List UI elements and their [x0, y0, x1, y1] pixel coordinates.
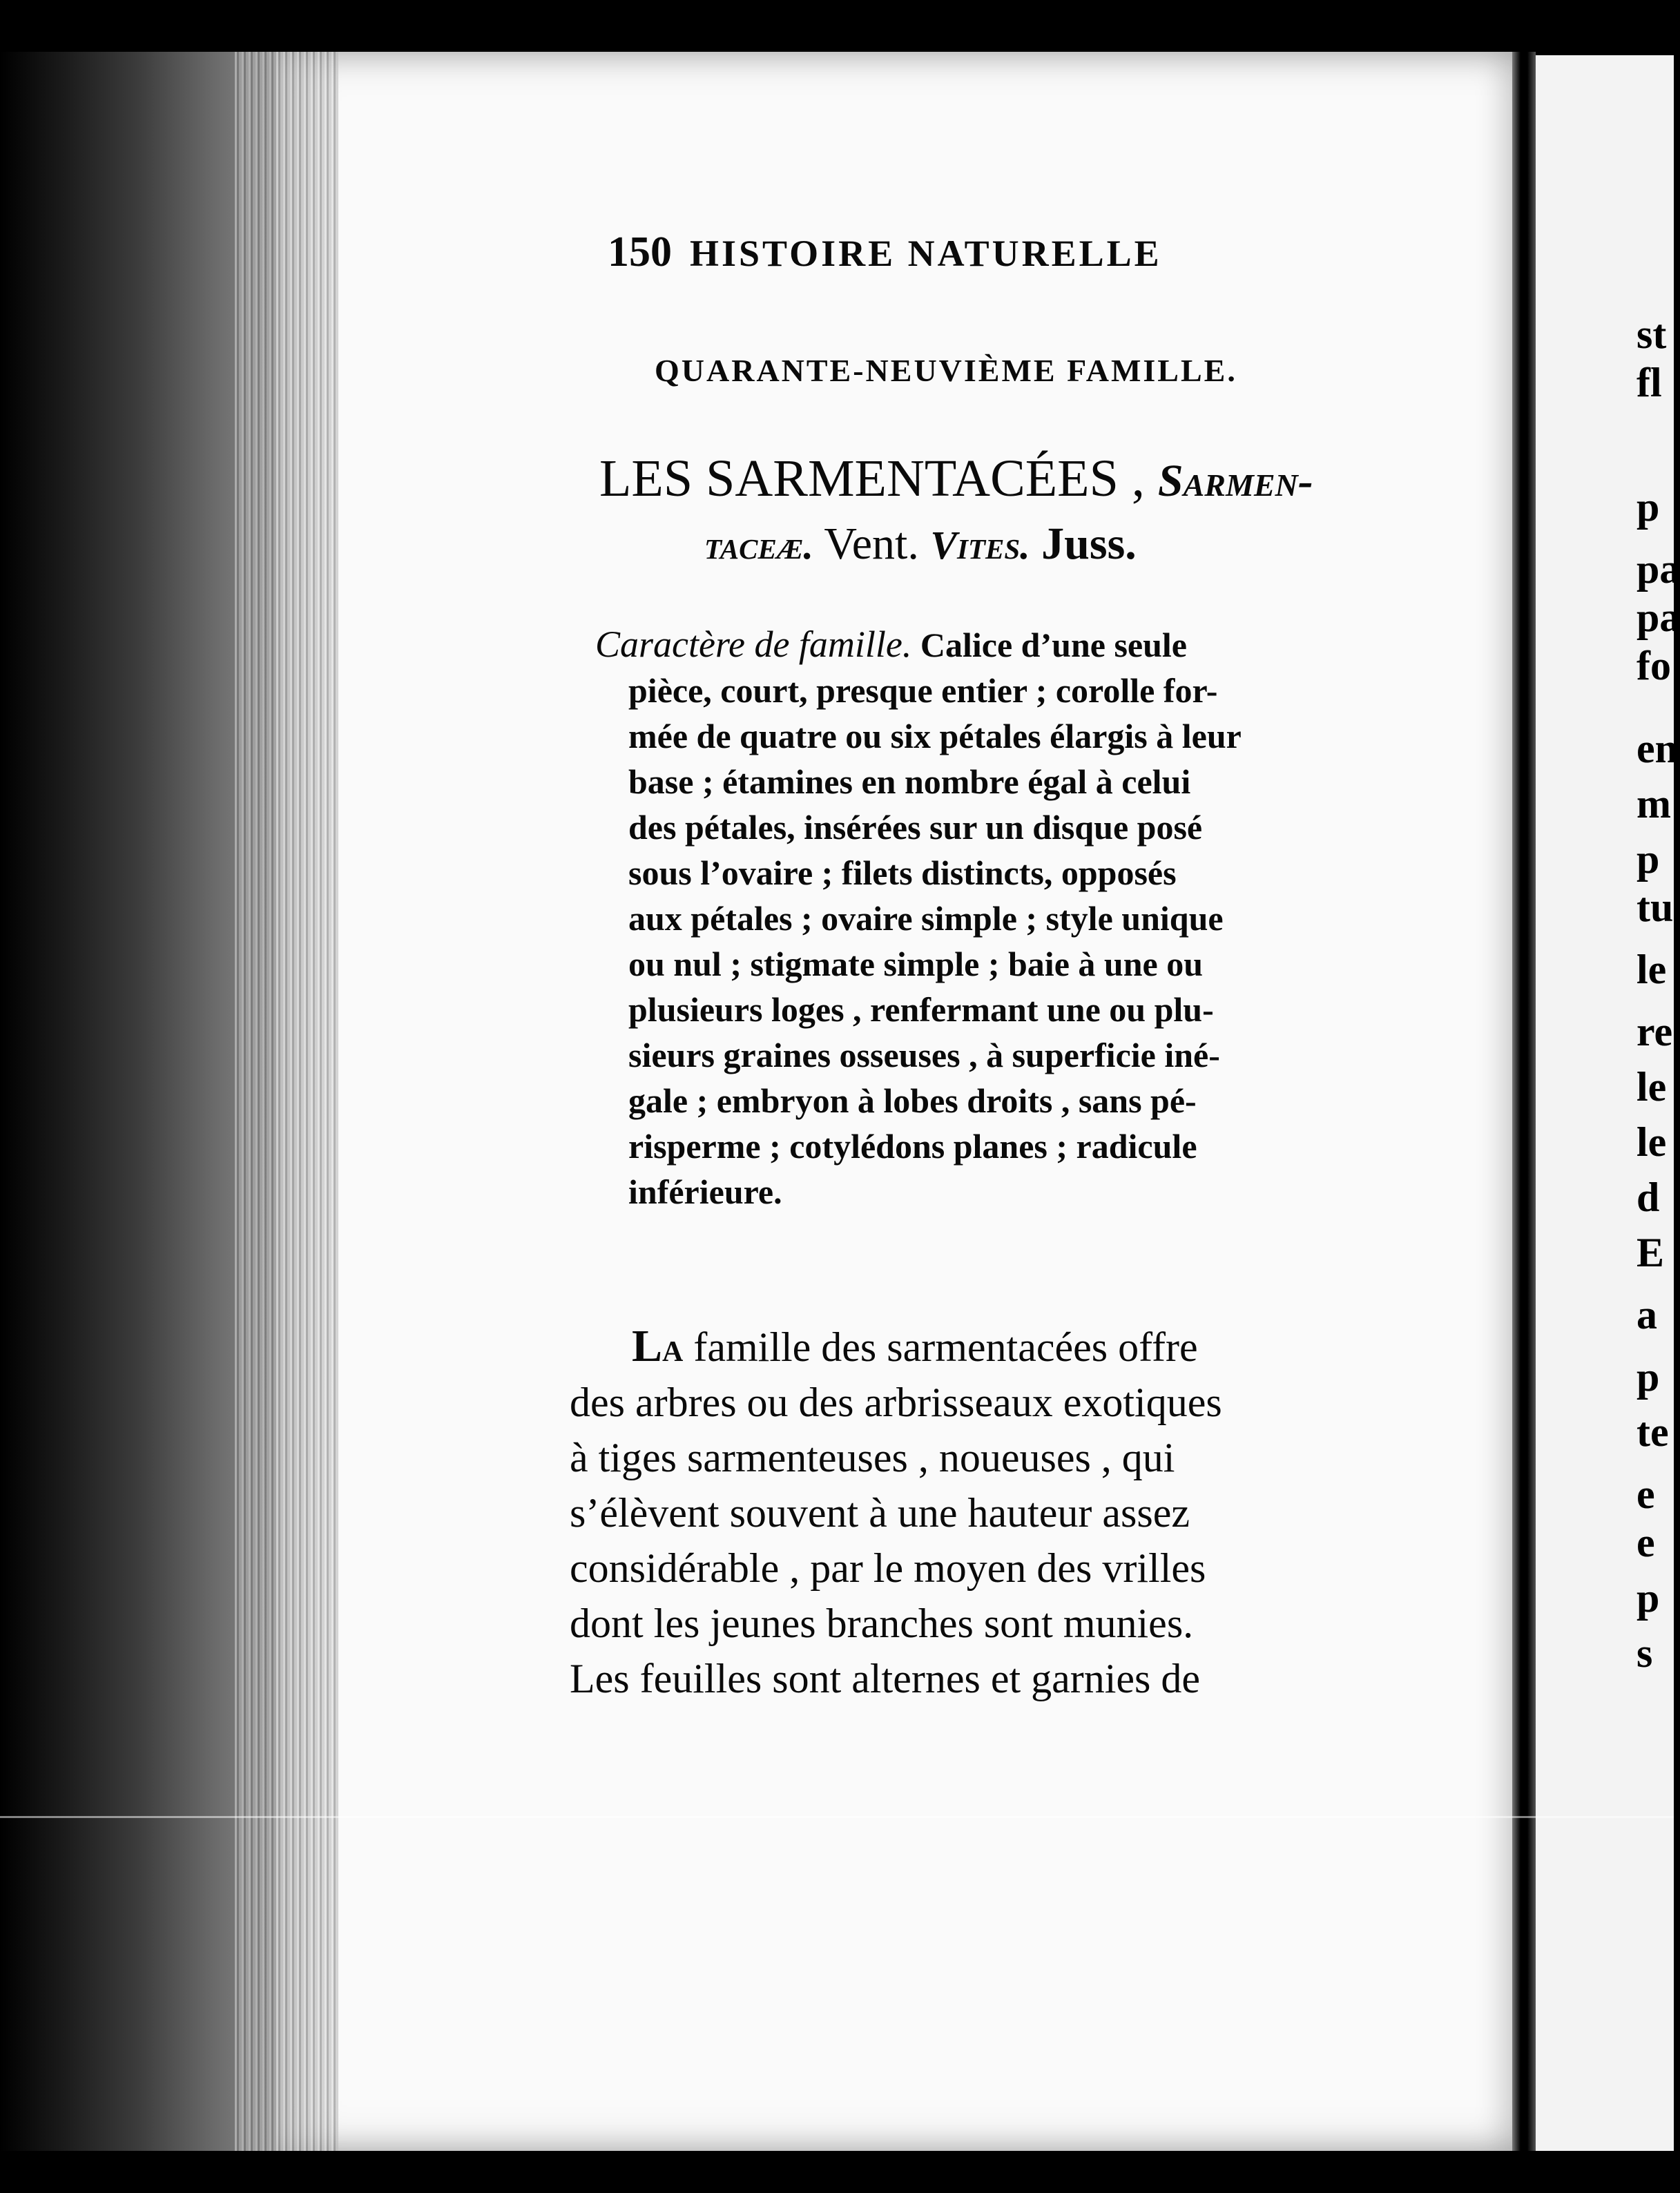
body-line: s’élèvent souvent à une hauteur assez	[570, 1490, 1190, 1536]
facing-page-fragment: p	[1636, 484, 1660, 530]
family-character-paragraph	[595, 621, 1375, 1215]
character-line: base ; étamines en nombre égal à celui	[628, 762, 1191, 801]
character-line: inférieure.	[628, 1172, 782, 1211]
family-title-vites: Vites.	[930, 523, 1030, 568]
facing-page-fragment: en	[1636, 726, 1678, 771]
author-jussieu: Juss.	[1041, 519, 1137, 569]
character-line: pièce, court, presque entier ; corolle for-	[628, 671, 1218, 710]
family-title-latin-end: taceæ.	[704, 523, 814, 568]
facing-page-fragment: p	[1636, 1575, 1660, 1621]
facing-page-fragment: le	[1636, 947, 1667, 992]
body-first-line	[570, 1319, 1371, 1375]
body-paragraph	[570, 1319, 1371, 1706]
running-header	[608, 228, 1243, 277]
facing-page-text-fragments	[1636, 0, 1680, 2193]
facing-page-fragment: pa	[1636, 546, 1680, 592]
facing-page-fragment: e	[1636, 1471, 1655, 1517]
page-number: 150	[608, 229, 672, 276]
drop-cap: L	[632, 1321, 663, 1371]
character-line: plusieurs loges , renfermant une ou plu-	[628, 990, 1214, 1029]
facing-page-fragment: tu	[1636, 885, 1674, 930]
facing-page-fragment: te	[1636, 1409, 1669, 1455]
family-title-line-2	[704, 518, 1326, 570]
body-line: famille des sarmentacées offre	[683, 1324, 1198, 1370]
character-line: sieurs graines osseuses , à superficie iné-	[628, 1036, 1220, 1074]
facing-page-fragment: m	[1636, 781, 1671, 827]
scan-bottom-border	[0, 2151, 1674, 2193]
facing-page-fragment: fo	[1636, 643, 1671, 688]
body-line: dont les jeunes branches sont munies.	[570, 1601, 1194, 1646]
facing-page-fragment: pa	[1636, 595, 1680, 640]
facing-page-fragment: fl	[1636, 360, 1662, 405]
character-line: sous l’ovaire ; filets distincts, opposés	[628, 853, 1177, 892]
author-ventenat: Vent.	[824, 519, 919, 569]
body-line: à tiges sarmenteuses , noueuses , qui	[570, 1435, 1175, 1480]
family-title-latin: Sarmen-	[1157, 456, 1313, 506]
facing-page-fragment: E	[1636, 1230, 1665, 1275]
character-line: ou nul ; stigmate simple ; baie à une ou	[628, 945, 1204, 983]
character-line: risperme ; cotylédons planes ; radicule	[628, 1127, 1197, 1166]
body-line: considérable , par le moyen des vrilles	[570, 1545, 1206, 1591]
character-line: aux pétales ; ovaire simple ; style unique	[628, 899, 1224, 938]
facing-page-fragment: e	[1636, 1520, 1655, 1565]
character-line: mée de quatre ou six pétales élargis à leur	[628, 717, 1242, 755]
scan-top-border	[0, 0, 1674, 52]
body-line: des arbres ou des arbrisseaux exotiques	[570, 1380, 1222, 1425]
family-title-main: LES SARMENTACÉES ,	[599, 450, 1145, 508]
facing-page-fragment: d	[1636, 1175, 1660, 1220]
facing-page-fragment: s	[1636, 1630, 1653, 1676]
facing-page-fragment: le	[1636, 1064, 1667, 1110]
small-cap: a	[662, 1324, 684, 1370]
family-title-line-1	[599, 449, 1380, 509]
character-first-line	[595, 621, 1375, 668]
character-line: des pétales, insérées sur un disque posé	[628, 808, 1203, 847]
character-line: Calice d’une seule	[920, 626, 1187, 664]
facing-page-fragment: p	[1636, 1354, 1660, 1400]
facing-page-fragment: p	[1636, 836, 1660, 882]
facing-page-fragment: re	[1636, 1009, 1673, 1054]
family-heading: QUARANTE-NEUVIÈME FAMILLE.	[655, 353, 1237, 388]
book-gutter	[1512, 41, 1536, 2161]
facing-page-fragment: a	[1636, 1292, 1657, 1337]
page-edges	[235, 52, 338, 2151]
character-lead: Caractère de famille.	[595, 624, 912, 665]
facing-page-fragment: st	[1636, 311, 1667, 357]
body-line: Les feuilles sont alternes et garnies de	[570, 1656, 1201, 1701]
facing-page-fragment: le	[1636, 1119, 1667, 1165]
scan-artifact-line	[0, 1816, 1674, 1818]
running-title: HISTOIRE NATURELLE	[690, 233, 1162, 274]
character-line: gale ; embryon à lobes droits , sans pé-	[628, 1081, 1197, 1120]
